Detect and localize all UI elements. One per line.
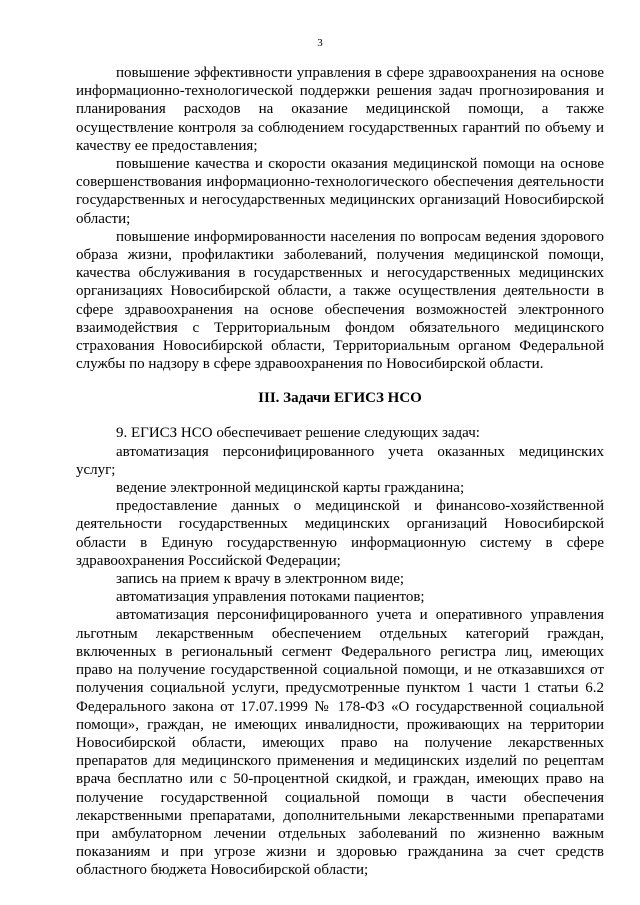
paragraph-goal-awareness: повышение информированности населения по вопросам ведения здорового образа жизни, профилактики заболеваний, получения медицинской помощи, качества обслуживания в государственных и негосударственных медицинских организациях Новосибирской области, а также осуществления деятельности в сфере здравоохранения на основе обеспечения возможностей электронного взаимодействия с Территориальным фондом обязательного медицинского страхования Новосибирской области, Территориальным органом Федеральной службы по надзору в сфере здравоохранения по Новосибирской области. bbox=[76, 228, 604, 373]
paragraph-goal-quality: повышение качества и скорости оказания медицинской помощи на основе совершенствования информационно-технологического обеспечения деятельности государственных и негосударственных медицинских организаций Новосибирской области; bbox=[76, 156, 604, 227]
paragraph-task-drug-provision: автоматизация персонифицированного учета и оперативного управления льготным лекарственным обеспечением отдельных категорий граждан, включенных в региональный сегмент Федерального регистра лиц, имеющих право на получение государственной социальной помощи, и не отказавшихся от получения социальной услуги, предусмотренные пунктом 1 части 1 статьи 6.2 Федерального закона от 17.07.1999 № 178-ФЗ «О государственной социальной помощи», граждан, не имеющих инвалидности, проживающих на территории Новосибирской области, имеющих право на получение лекарственных препаратов для медицинского применения и медицинских изделий по рецептам врача бесплатно или с 50-процентной скидкой, и граждан, имеющих право на получение государственной социальной помощи в части обеспечения лекарственными препаратами, дополнительными лекарственными препаратами при амбулаторном лечении отдельных заболеваний по жизненно важным показаниям и при угрозе жизни и здоровью гражданина за счет средств областного бюджета Новосибирской области; bbox=[76, 607, 604, 879]
document-body bbox=[76, 64, 604, 880]
paragraph-goal-management: повышение эффективности управления в сфере здравоохранения на основе информационно-технологической поддержки решения задач прогнозирования и планирования расходов на оказание медицинской помощи, а также осуществление контроля за соблюдением государственных гарантий по объему и качеству ее предоставления; bbox=[76, 65, 604, 154]
paragraph-task-accounting: автоматизация персонифицированного учета оказанных медицинских услуг; bbox=[76, 443, 604, 478]
paragraph-task-data-submission: предоставление данных о медицинской и финансово-хозяйственной деятельности государственных медицинских организаций Новосибирской области в Единую государственную информационную систему в сфере здравоохранения Российской Федерации; bbox=[76, 498, 604, 569]
section-heading: III. Задачи ЕГИСЗ НСО bbox=[258, 390, 422, 407]
paragraph-task-appointment: запись на прием к врачу в электронном виде; bbox=[116, 571, 405, 588]
paragraph-task-patient-flow: автоматизация управления потоками пациентов; bbox=[116, 589, 425, 606]
paragraph-task-emr: ведение электронной медицинской карты гражданина; bbox=[116, 480, 465, 497]
page-number: 3 bbox=[317, 37, 323, 49]
paragraph-tasks-intro: 9. ЕГИСЗ НСО обеспечивает решение следующих задач: bbox=[116, 425, 480, 442]
